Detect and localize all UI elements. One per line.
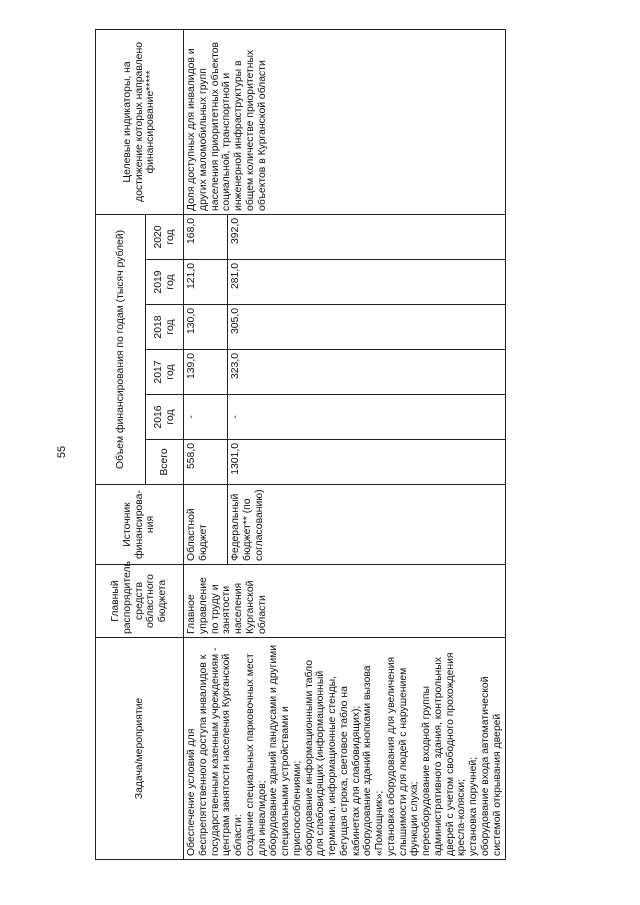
header-total: Всего bbox=[146, 440, 184, 485]
header-indicators: Целевые индикаторы, на достижение которых направлено финансирование***** bbox=[96, 29, 184, 214]
year-2017-cell: 139,0 bbox=[184, 350, 228, 395]
funding-source-cell: Федеральный бюджет** (по согласованию) bbox=[228, 485, 506, 565]
header-volume: Объем финансирования по годам (тысяч рублей) bbox=[96, 214, 146, 484]
year-2020-cell: 392,0 bbox=[228, 214, 506, 259]
year-2018-cell: 130,0 bbox=[184, 305, 228, 350]
header-funding-source: Источник финансирова-ния bbox=[96, 485, 184, 565]
header-year-2017: 2017 год bbox=[146, 350, 184, 395]
year-2017-cell: 323,0 bbox=[228, 350, 506, 395]
header-task: Задача/мероприятие bbox=[96, 638, 184, 860]
year-2016-cell: - bbox=[228, 395, 506, 440]
indicator-cell: Доля доступных для инвалидов и других маломобильных групп населения приоритетных объектов социальной, транспортной и инженерной инфраструктуры в общем количестве приоритетных объектов в Курганской области bbox=[184, 29, 506, 214]
table-row bbox=[184, 29, 228, 859]
rotated-page-content bbox=[95, 30, 515, 860]
header-year-2019: 2019 год bbox=[146, 260, 184, 305]
header-year-2018: 2018 год bbox=[146, 305, 184, 350]
funding-table bbox=[95, 29, 506, 860]
main-manager-cell: Главное управление по труду и занятости населения Курганской области bbox=[184, 565, 506, 638]
year-2016-cell: - bbox=[184, 395, 228, 440]
page-number: 55 bbox=[56, 445, 68, 459]
funding-source-cell: Областной бюджет bbox=[184, 485, 228, 565]
year-2018-cell: 305,0 bbox=[228, 305, 506, 350]
year-2020-cell: 168,0 bbox=[184, 214, 228, 259]
year-2019-cell: 121,0 bbox=[184, 260, 228, 305]
total-cell: 558,0 bbox=[184, 440, 228, 485]
header-main-manager: Главный распорядитель средств областного бюджета bbox=[96, 565, 184, 638]
task-description: Обеспечение условий для беспрепятственного доступа инвалидов к государственным казенным учреждениям - центрам занятости населения Курганской области: создание специальных парковочных мест для инвалидов; оборудование зданий пандусами и другими специальными устройствами и приспособлениями; оборудование информационными табло для слабовидящих (информационный терминал, информационные стенды, бегущая строка, световое табло на кабинетах для слабовидящих); оборудование зданий кнопками вызова «Помощник»; установка оборудования для увеличения слышимости для людей с нарушением функции слуха; переоборудование входной группы административного здания, контрольных дверей с учетом свободного прохождения кресла-коляски; установка поручней; оборудование входа автоматической системой открывания дверей bbox=[184, 638, 506, 860]
header-year-2020: 2020 год bbox=[146, 214, 184, 259]
year-2019-cell: 281,0 bbox=[228, 260, 506, 305]
header-year-2016: 2016 год bbox=[146, 395, 184, 440]
total-cell: 1301,0 bbox=[228, 440, 506, 485]
